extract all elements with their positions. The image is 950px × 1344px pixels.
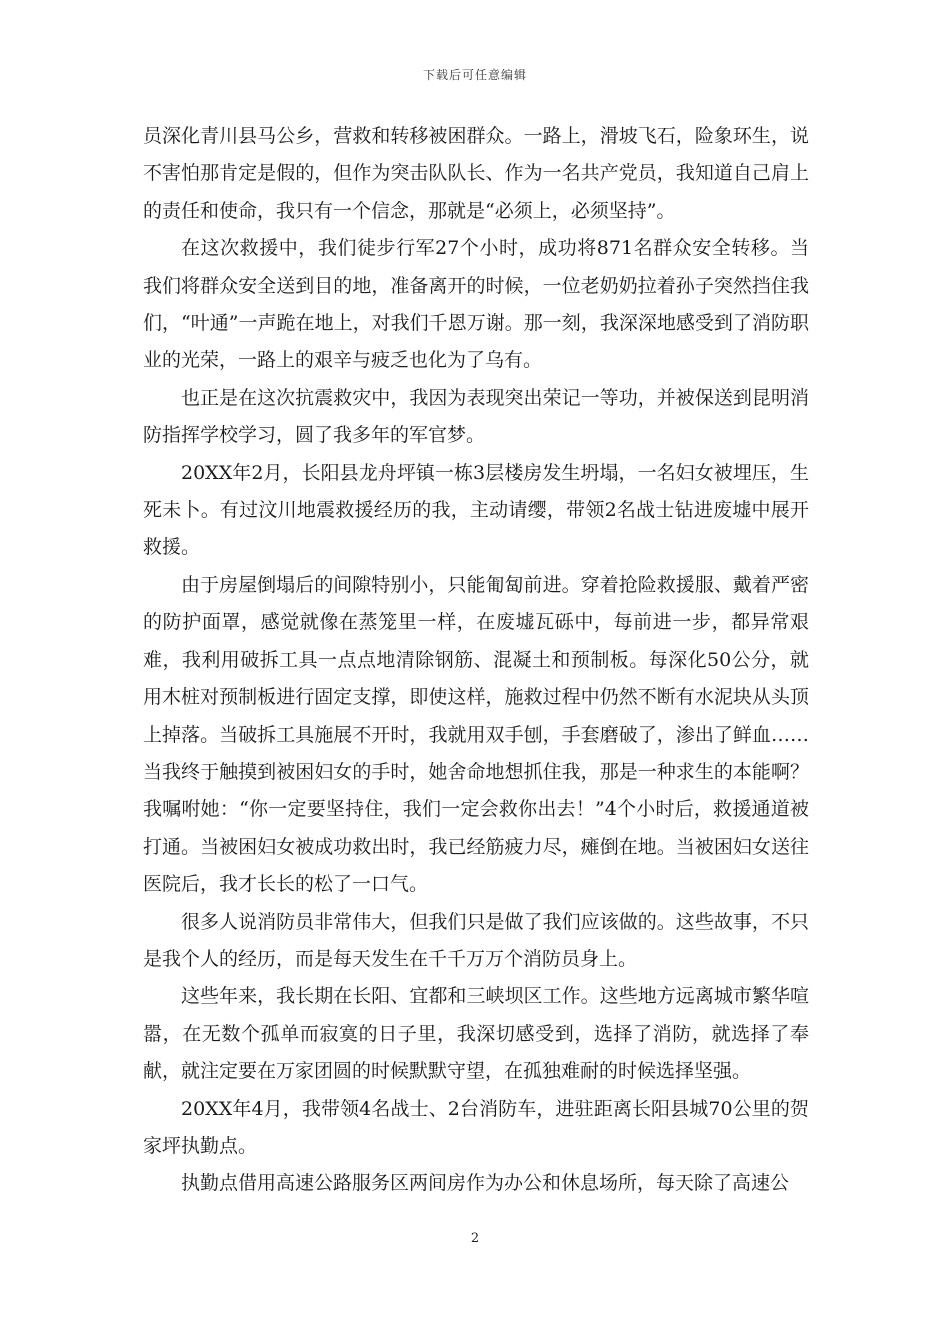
paragraph-5: 由于房屋倒塌后的间隙特别小，只能匍匐前进。穿着抢险救援服、戴着严密的防护面罩，感觉就像在蒸笼里一样，在废墟瓦砾中，每前进一步，都异常艰难，我利用破拆工具一点点地清除钢筋、混凝土和预制板。每深化50公分，就用木桩对预制板进行固定支撑，即使这样，施救过程中仍然不断有水泥块从头顶上掉落。当破拆工具施展不开时，我就用双手刨，手套磨破了，渗出了鲜血…… 当我终于触摸到被困妇女的手时，她舍命地想抓住我，那是一种求生的本能啊？我嘱咐她：“你一定要坚持住，我们一定会救你出去！”4个小时后，救援通道被打通。当被困妇女被成功救出时，我已经筋疲力尽，瘫倒在地。当被困妇女送往医院后，我才长长的松了一口气。 <box>143 573 809 896</box>
paragraph-1: 员深化青川县马公乡，营救和转移被困群众。一路上，滑坡飞石，险象环生，说不害怕那肯定是假的，但作为突击队队长、作为一名共产党员，我知道自己肩上的责任和使命，我只有一个信念，那就是“必须上，必须坚持”。 <box>143 125 809 222</box>
paragraph-2: 在这次救援中，我们徒步行军27个小时，成功将871名群众安全转移。当我们将群众安全送到目的地，准备离开的时候，一位老奶奶拉着孙子突然挡住我们，“叶通”一声跪在地上，对我们千恩万谢。那一刻，我深深地感受到了消防职业的光荣，一路上的艰辛与疲乏也化为了乌有。 <box>143 237 809 372</box>
paragraph-3: 也正是在这次抗震救灾中，我因为表现突出荣记一等功，并被保送到昆明消防指挥学校学习，圆了我多年的军官梦。 <box>143 386 809 447</box>
paragraph-8: 20XX年4月，我带领4名战士、2台消防车，进驻距离长阳县城70公里的贺家坪执勤点。 <box>143 1097 809 1157</box>
paragraph-9: 执勤点借用高速公路服务区两间房作为办公和休息场所，每天除了高速公 <box>181 1172 790 1195</box>
paragraph-4: 20XX年2月，长阳县龙舟坪镇一栋3层楼房发生坍塌，一名妇女被埋压，生死未卜。有过汶川地震救援经历的我，主动请缨，带领2名战士钻进废墟中展开救援。 <box>143 461 809 559</box>
paragraph-7: 这些年来，我长期在长阳、宜都和三峡坝区工作。这些地方远离城市繁华喧嚣，在无数个孤单而寂寞的日子里，我深切感受到，选择了消防，就选择了奉献，就注定要在万家团圆的时候默默守望，在孤独难耐的时候选择坚强。 <box>143 985 809 1083</box>
page-header: 下载后可任意编辑 <box>422 68 527 82</box>
page-number: 2 <box>470 1231 480 1246</box>
paragraph-6: 很多人说消防员非常伟大，但我们只是做了我们应该做的。这些故事，不只是我个人的经历，而是每天发生在千千万万个消防员身上。 <box>143 910 809 970</box>
document-body <box>143 118 809 1203</box>
